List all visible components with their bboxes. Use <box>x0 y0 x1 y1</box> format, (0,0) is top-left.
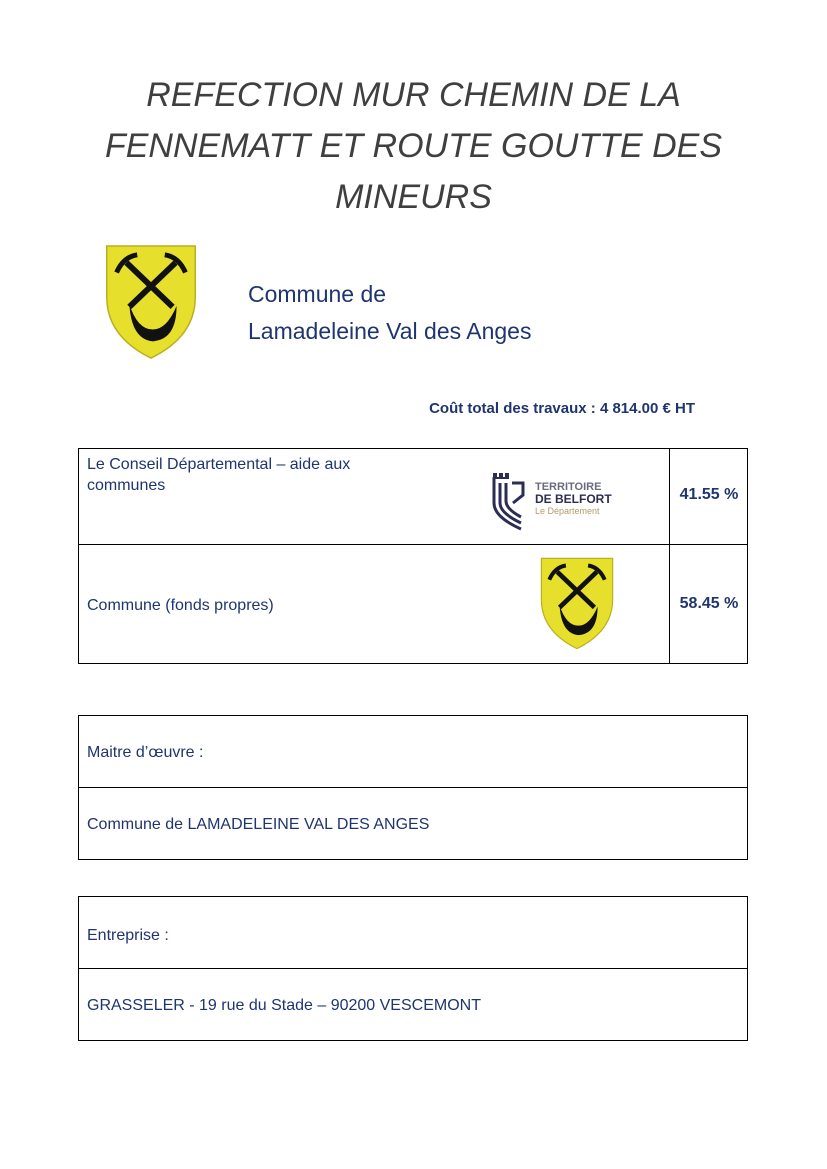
row-divider <box>79 968 747 969</box>
funding-percent: 58.45 % <box>679 595 739 612</box>
commune-coat-of-arms-icon <box>98 243 204 361</box>
row-divider <box>79 544 747 545</box>
logo-text: Le Département <box>535 506 600 516</box>
commune-line: Lamadeleine Val des Anges <box>248 318 532 344</box>
funding-label: Le Conseil Départemental – aide aux communes <box>87 456 351 494</box>
funding-table <box>78 448 748 664</box>
entreprise-label: Entreprise : <box>87 927 169 944</box>
entreprise-value: GRASSELER - 19 rue du Stade – 90200 VESCEMONT <box>87 997 481 1014</box>
maitre-oeuvre-label: Maitre d’œuvre : <box>87 744 204 761</box>
maitre-oeuvre-value: Commune de LAMADELEINE VAL DES ANGES <box>87 816 430 833</box>
title-line: REFECTION MUR CHEMIN DE LA <box>146 76 681 114</box>
territoire-de-belfort-logo <box>491 473 621 535</box>
column-divider <box>669 449 670 663</box>
total-cost: Coût total des travaux : 4 814.00 € HT <box>429 400 695 417</box>
funding-label: Commune (fonds propres) <box>87 597 274 614</box>
maitre-oeuvre-table <box>78 715 748 860</box>
funding-percent: 41.55 % <box>679 486 739 503</box>
commune-line: Commune de <box>248 281 387 307</box>
commune-name <box>248 276 531 350</box>
title-line: FENNEMATT ET ROUTE GOUTTE DES <box>104 127 723 165</box>
title-line: MINEURS <box>335 178 492 216</box>
document-title <box>60 70 767 223</box>
logo-text: TERRITOIRE <box>535 481 602 493</box>
logo-text: DE BELFORT <box>535 492 612 506</box>
row-divider <box>79 787 747 788</box>
commune-coat-of-arms-icon <box>534 556 620 651</box>
castle-logo-icon <box>491 473 527 533</box>
entreprise-table <box>78 896 748 1041</box>
